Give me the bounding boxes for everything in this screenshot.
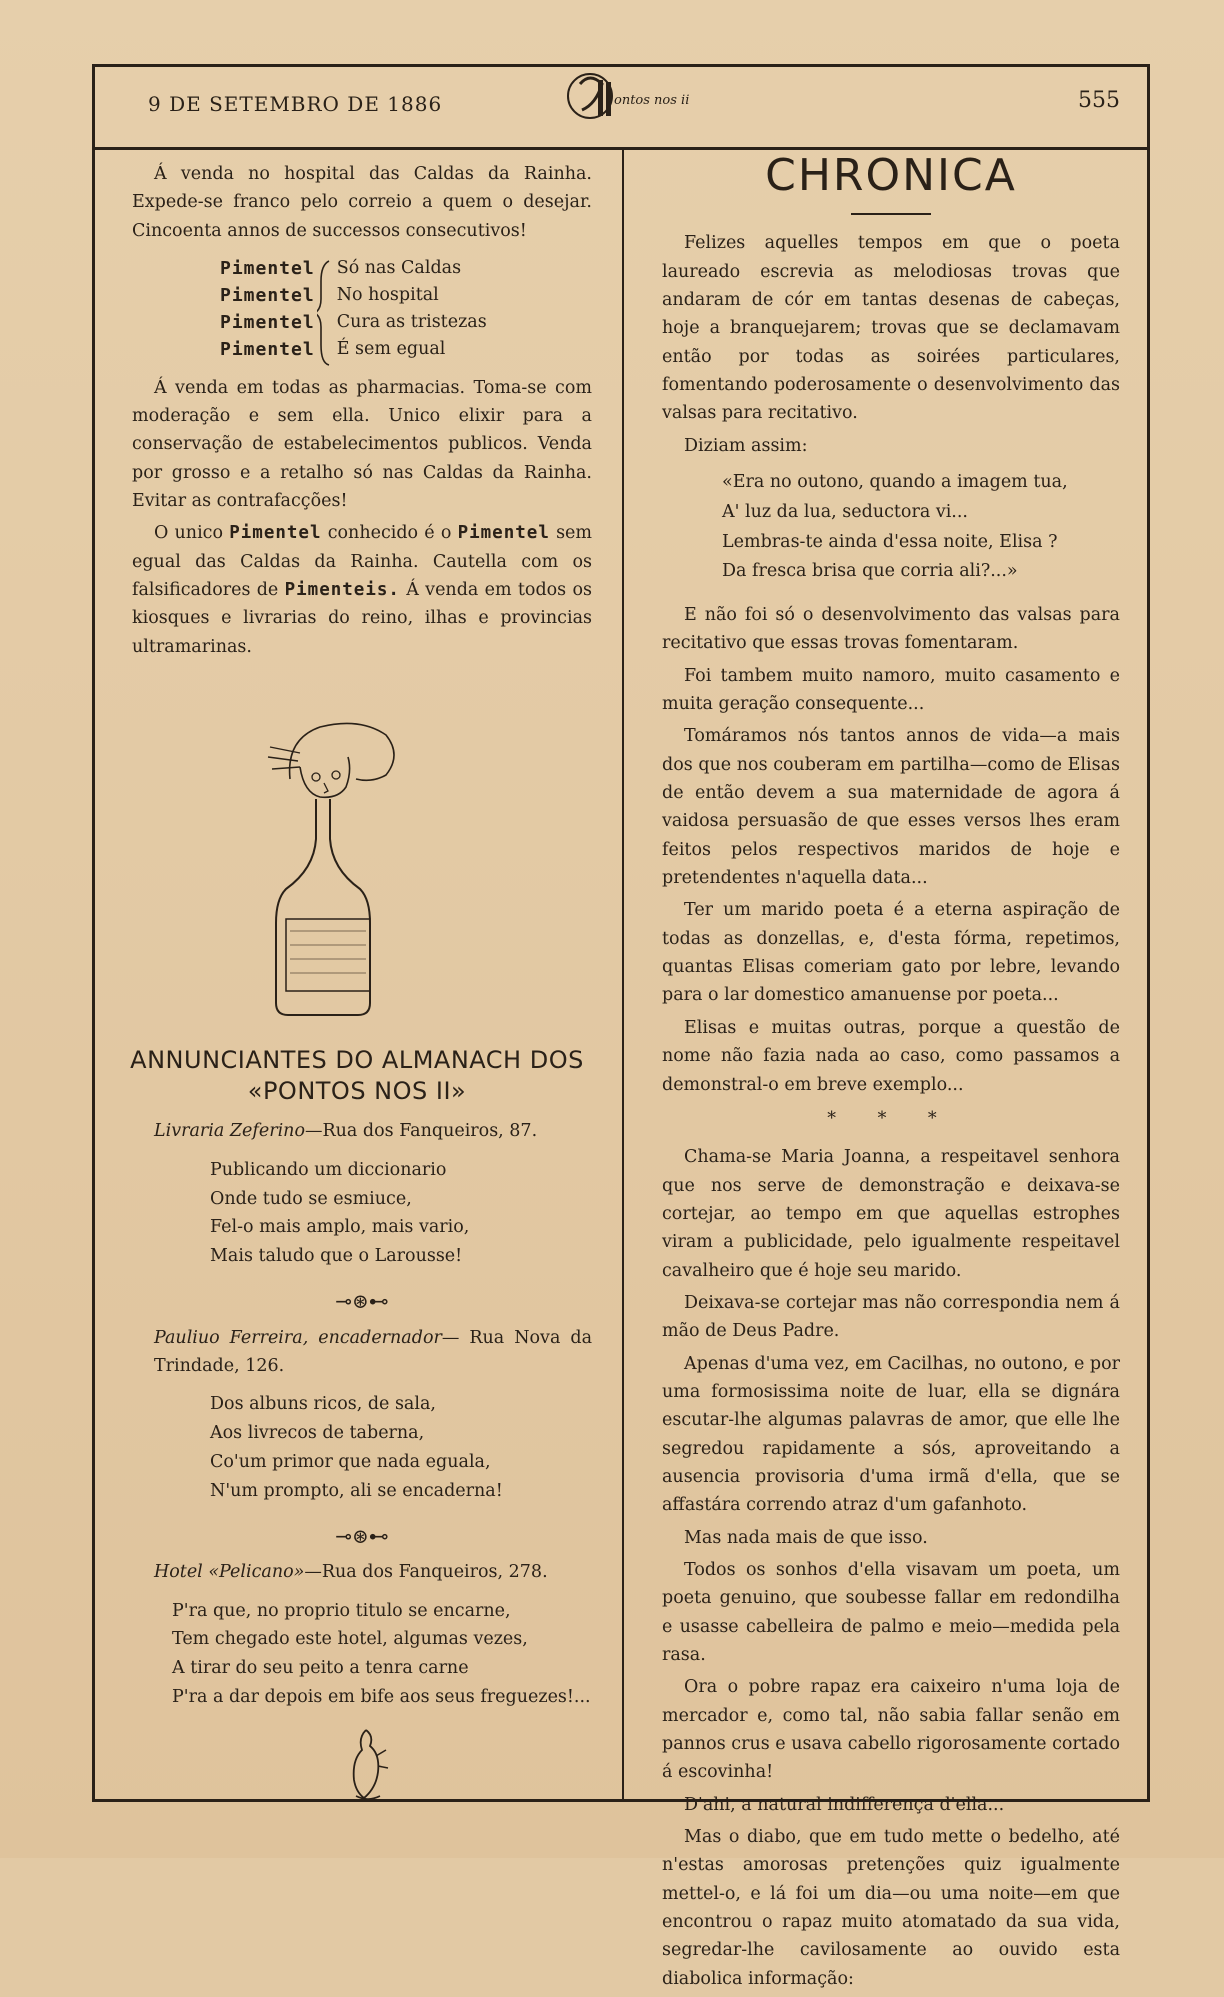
chronica-title: CHRONICA	[765, 150, 1017, 201]
advertiser-entry: Livraria Zeferino—Rua dos Fanqueiros, 87.	[154, 1121, 538, 1142]
pimentel-claim: É sem egual	[336, 339, 446, 360]
title-underline	[851, 213, 931, 215]
right-column	[662, 140, 1120, 1997]
chronica-paragraph: Tomáramos nós tantos annos de vida—a mais dos que nos couberam em partilha—como de Elisas de então devem a sua maternidade de agora á vaidosa persuasão de que esses versos lhes eram feitos pelos respectivos maridos de hoje e pretendentes n'aquella data...	[662, 726, 1120, 889]
issue-date: 9 DE SETEMBRO DE 1886	[148, 92, 443, 116]
pimentel-name: Pimentel	[220, 285, 315, 307]
pimentel-name: Pimentel	[220, 312, 315, 334]
chronica-paragraph: Ora o pobre rapaz era caixeiro n'uma loja de mercador e, como tal, não sabia fallar senão em pannos crus e usava cabello rigorosamente cortado á escovinha!	[662, 1677, 1120, 1783]
ornament-divider: ⊸⊛⊷	[335, 1289, 389, 1314]
chronica-paragraph: Mas nada mais de que isso.	[684, 1527, 928, 1548]
pimentel-claim: No hospital	[336, 285, 439, 306]
advertiser-entry: Pauliuo Ferreira, encadernador— Rua Nova da Trindade, 126.	[154, 1327, 592, 1376]
pimentel-list	[220, 255, 592, 364]
chronica-paragraph: Deixava-se cortejar mas não correspondia nem á mão de Deus Padre.	[662, 1292, 1120, 1342]
advertiser-verse: P'ra que, no proprio titulo se encarne, Tem chegado este hotel, algumas vezes, A tirar do seu peito a tenra carne P'ra a dar depois em bife aos seus freguezes!...	[172, 1600, 591, 1708]
pimentel-warning: O unico Pimentel conhecido é o Pimentel sem egual das Caldas da Rainha. Cautella com os falsificadores de Pimenteis. Á venda em todos os kiosques e livrarias do reino, ilhas e provincias ultramarinas.	[132, 523, 592, 657]
jester-figure-illustration	[342, 1726, 392, 1806]
pimentel-intro: Á venda no hospital das Caldas da Rainha. Expede-se franco pelo correio a quem o desejar. Cincoenta annos de successos consecutivos!	[132, 164, 592, 241]
ornament-divider: ⊸⊛⊷	[335, 1523, 389, 1548]
advertiser-verse: Publicando um diccionario Onde tudo se esmiuce, Fel-o mais amplo, mais vario, Mais taludo que o Larousse!	[210, 1159, 470, 1267]
chronica-paragraph: Chama-se Maria Joanna, a respeitavel senhora que nos serve de demonstração e deixava-se cortejar, ao tempo em que aquellas estrophes viram a publicidade, pelo igualmente respeitavel cavalheiro que é hoje seu marido.	[662, 1147, 1120, 1281]
chronica-paragraph: Todos os sonhos d'ella visavam um poeta, um poeta genuino, que soubesse fallar em redondilha e usasse cabelleira de palmo e meio—medida pela rasa.	[662, 1560, 1120, 1666]
section-break-stars: * * *	[827, 1108, 955, 1129]
pimentel-claim: Cura as tristezas	[336, 312, 487, 333]
annunciantes-heading: ANNUNCIANTES DO ALMANACH DOS «PONTOS NOS II»	[130, 1045, 584, 1106]
pimentel-paragraph: Á venda em todas as pharmacias. Toma-se com moderação e sem ella. Unico elixir para a conservação de estabelecimentos publicos. Venda por grosso e a retalho só nas Caldas da Rainha. Evitar as contrafacções!	[132, 377, 592, 511]
svg-text:ontos nos ii: ontos nos ii	[614, 93, 690, 108]
left-column	[132, 160, 592, 1806]
chronica-paragraph: E não foi só o desenvolvimento das valsas para recitativo que essas trovas fomentaram.	[662, 605, 1120, 654]
chronica-paragraph: Foi tambem muito namoro, muito casamento e muita geração consequente...	[662, 665, 1120, 715]
page-number: 555	[1078, 88, 1120, 113]
quoted-poem: «Era no outono, quando a imagem tua, A' luz da lua, seductora vi... Lembras-te ainda d'essa noite, Elisa ? Da fresca brisa que corria ali?...»	[722, 472, 1068, 582]
chronica-paragraph: Felizes aquelles tempos em que o poeta laureado escrevia as melodiosas trovas que andaram de cór em tantas desenas de cabeças, hoje a branquejarem; trovas que se declamavam então por todas as soirées particulares, fomentando poderosamente o desenvolvimento das valsas para recitativo.	[662, 233, 1120, 424]
chronica-paragraph: Diziam assim:	[684, 435, 808, 456]
chronica-paragraph: Elisas e muitas outras, porque a questão de nome não fazia nada ao caso, como passamos a demonstral-o em breve exemplo...	[662, 1017, 1120, 1095]
bottle-illustration	[250, 699, 420, 1029]
chronica-paragraph: Apenas d'uma vez, em Cacilhas, no outono, e por uma formosissima noite de luar, ella se dignára escutar-lhe algumas palavras de amor, que elle lhe segredou rapidamente a sós, aproveitando a ausencia provisoria d'uma irmã d'ella, que se affastára correndo atraz d'um gafanhoto.	[662, 1353, 1120, 1516]
pimentel-name: Pimentel	[220, 339, 315, 361]
masthead-logo	[558, 60, 698, 130]
advertiser-entry: Hotel «Pelicano»—Rua dos Fanqueiros, 278.	[154, 1562, 548, 1583]
pimentel-claim: Só nas Caldas	[336, 258, 462, 279]
chronica-paragraph: D'ahi, a natural indifferença d'ella...	[684, 1794, 1005, 1815]
pimentel-name: Pimentel	[220, 258, 315, 280]
column-divider	[622, 147, 624, 1802]
chronica-paragraph: Ter um marido poeta é a eterna aspiração de todas as donzellas, e, d'esta fórma, repetimos, quantas Elisas comeriam gato por lebre, levando para o lar domestico amanuense por poeta...	[662, 900, 1120, 1006]
brace-icon	[315, 255, 333, 364]
advertiser-verse: Dos albuns ricos, de sala, Aos livrecos de taberna, Co'um primor que nada eguala, N'um prompto, ali se encaderna!	[210, 1394, 503, 1501]
chronica-paragraph: Mas o diabo, que em tudo mette o bedelho, até n'estas amorosas pretenções quiz igualmente mettel-o, e lá foi um dia—ou uma noite—em que encontrou o rapaz muito atomatado da sua vida, segredar-lhe cavilosamente ao ouvido esta diabolica informação:	[662, 1827, 1120, 1989]
